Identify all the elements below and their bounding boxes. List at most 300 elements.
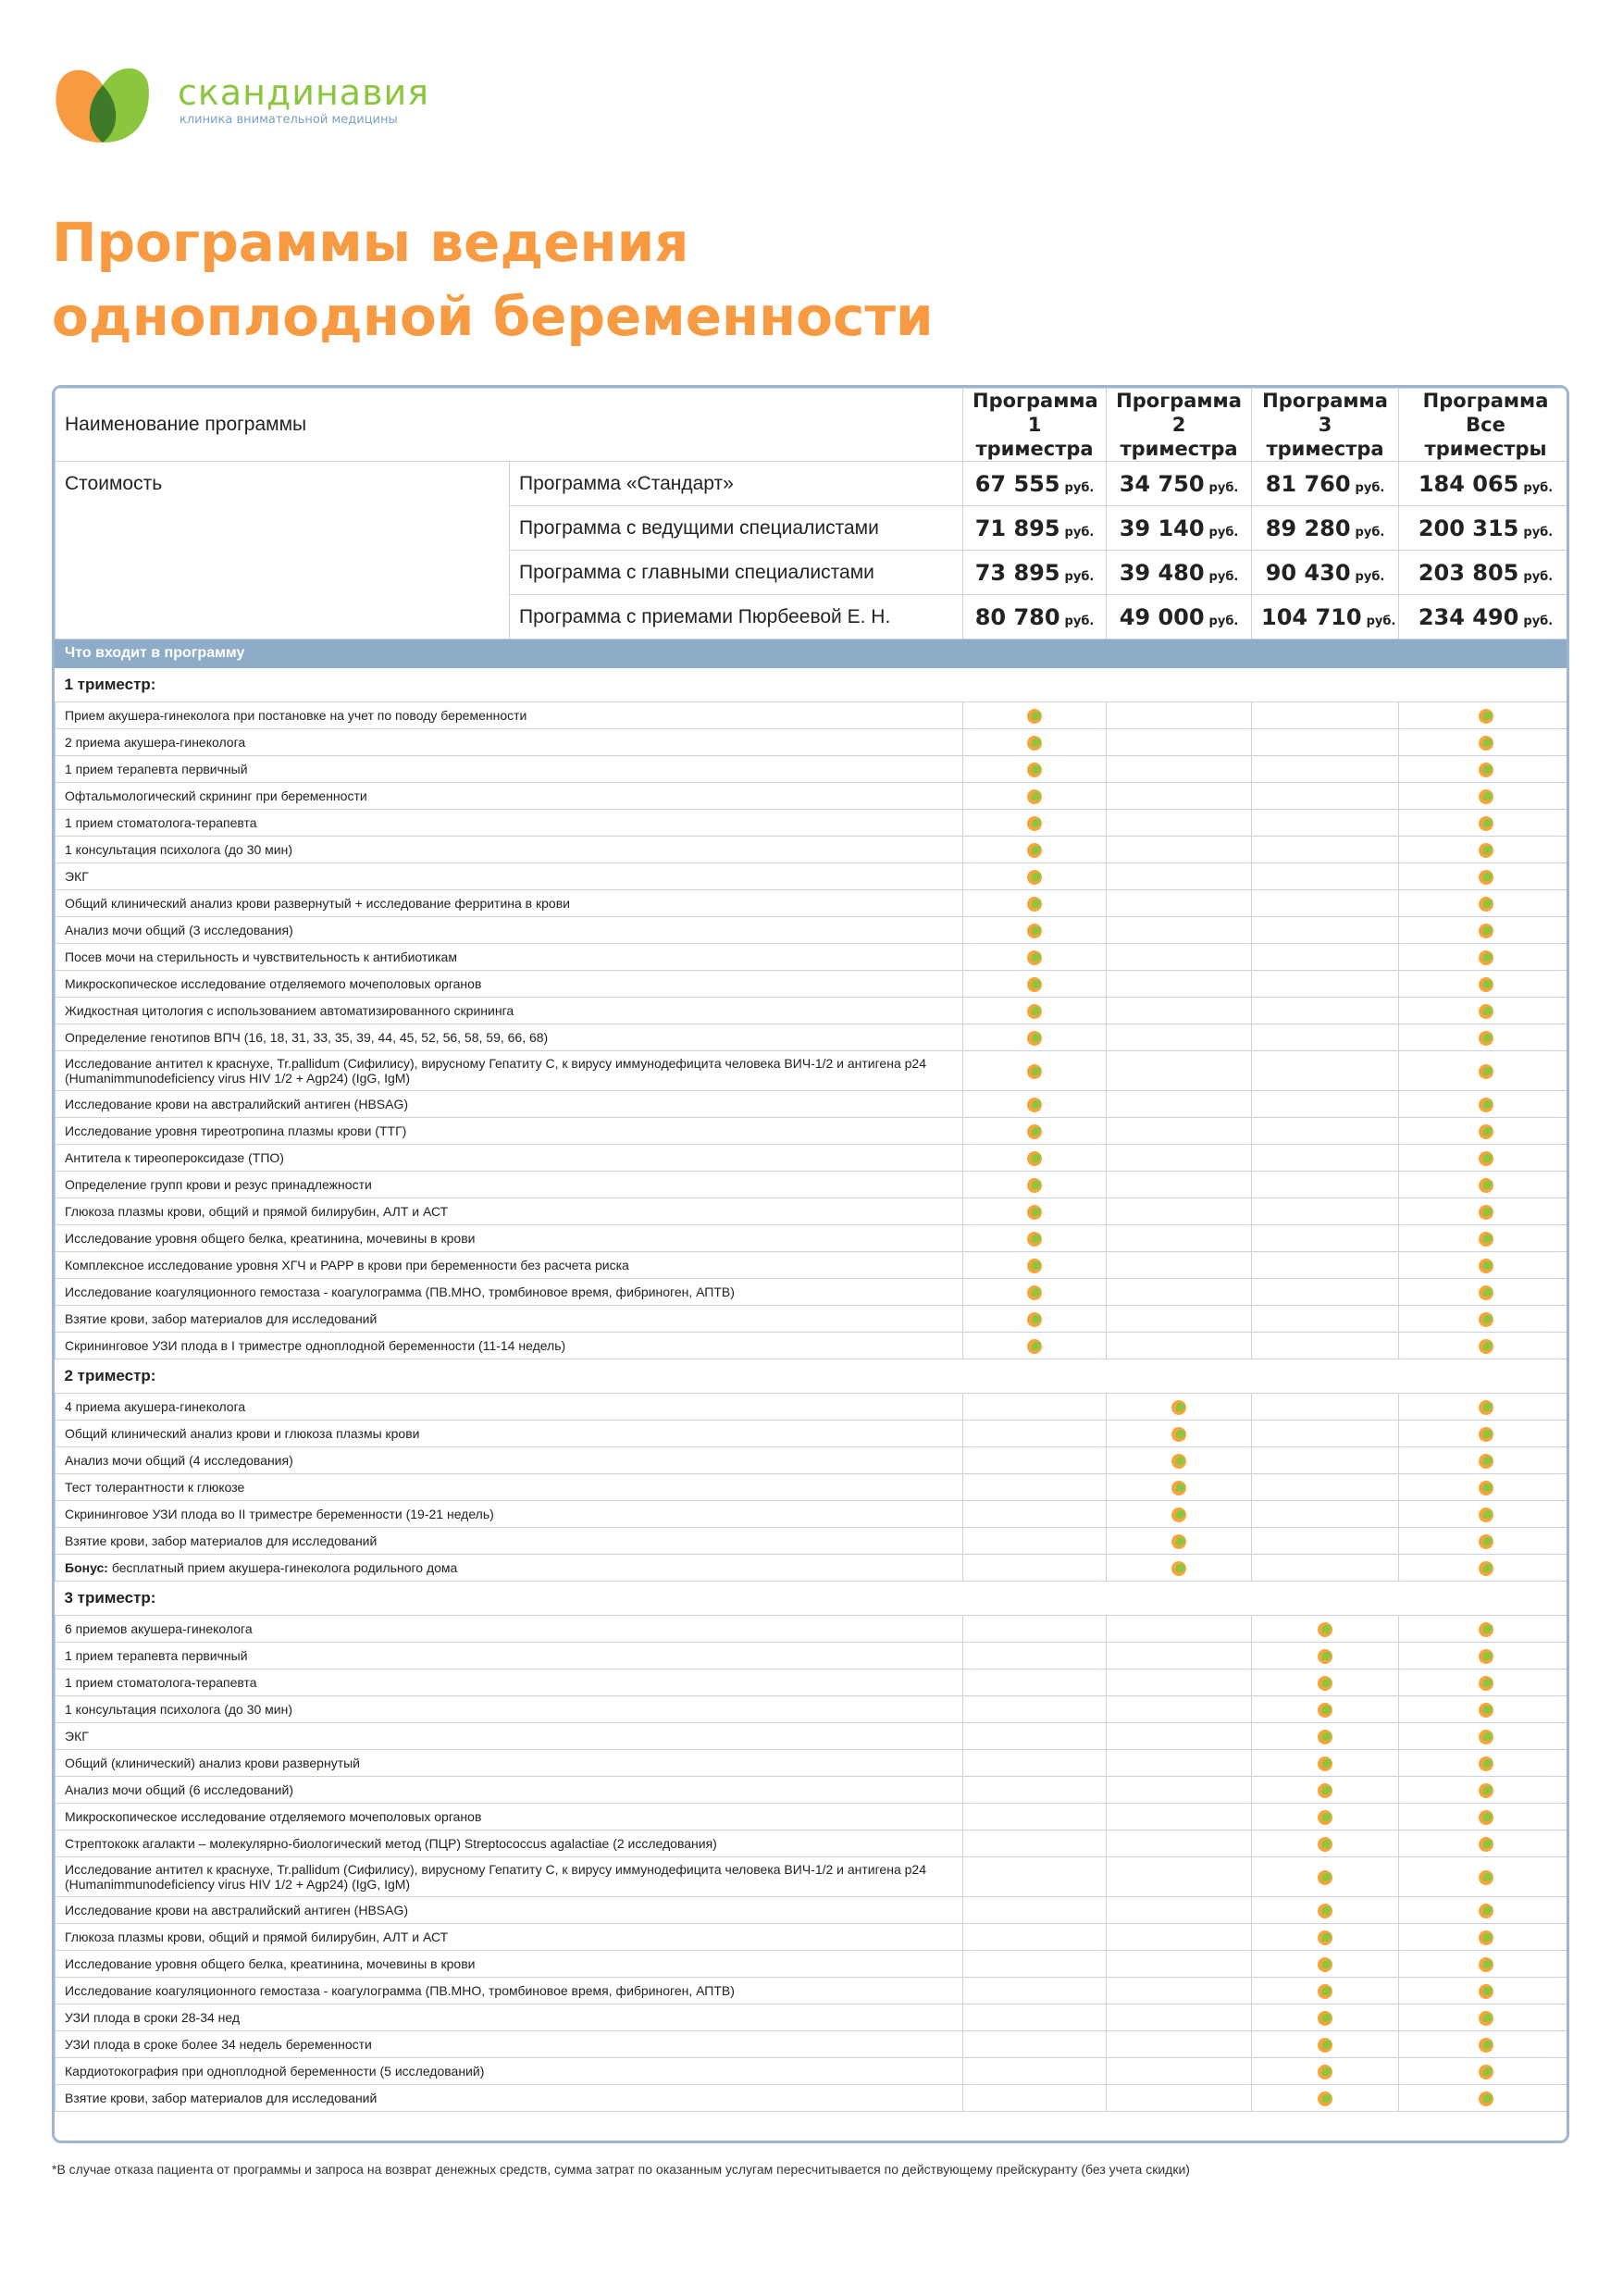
service-row [56, 1024, 1570, 1051]
check-cell [963, 1172, 1107, 1198]
price-cell [963, 462, 1107, 506]
check-dot-icon [1318, 1676, 1332, 1691]
check-cell [1252, 1978, 1399, 2004]
check-cell [1107, 1145, 1252, 1172]
check-dot-icon [1318, 2091, 1332, 2106]
check-cell [963, 1723, 1107, 1750]
check-cell [963, 1669, 1107, 1696]
check-cell [1252, 1528, 1399, 1555]
check-cell [1399, 998, 1569, 1024]
check-dot-icon [1479, 897, 1493, 912]
check-cell [1107, 837, 1252, 863]
check-dot-icon [1318, 2011, 1332, 2026]
check-cell [1399, 1777, 1569, 1804]
service-row [56, 1643, 1570, 1669]
check-cell [1107, 1669, 1252, 1696]
check-dot-icon [1479, 1756, 1493, 1771]
check-dot-icon [1479, 2091, 1493, 2106]
service-row [56, 1831, 1570, 1857]
check-dot-icon [1318, 1783, 1332, 1798]
service-row [56, 1857, 1570, 1897]
check-dot-icon [1479, 1205, 1493, 1220]
check-dot-icon [1027, 1178, 1042, 1193]
check-dot-icon [1027, 870, 1042, 885]
check-cell [1252, 1051, 1399, 1091]
currency-label: руб. [1064, 480, 1095, 495]
service-name: 4 приема акушера-гинеколога [56, 1394, 963, 1421]
check-dot-icon [1479, 816, 1493, 831]
check-cell [963, 1857, 1107, 1897]
currency-label: руб. [1523, 480, 1554, 495]
check-cell [1399, 1924, 1569, 1951]
cost-label: Стоимость [56, 462, 510, 639]
currency-label: руб. [1523, 614, 1554, 628]
price-value: 203 805 [1418, 559, 1519, 586]
check-cell [1399, 1024, 1569, 1051]
check-cell [1107, 1616, 1252, 1643]
service-name: УЗИ плода в сроки 28-34 нед [56, 2004, 963, 2031]
check-cell [963, 1750, 1107, 1777]
check-cell [963, 1118, 1107, 1145]
service-row [56, 1750, 1570, 1777]
check-dot-icon [1479, 1676, 1493, 1691]
service-row [56, 1252, 1570, 1279]
check-cell [963, 998, 1107, 1024]
check-cell [1252, 729, 1399, 756]
check-cell [963, 2058, 1107, 2085]
check-cell [1252, 1750, 1399, 1777]
service-name: Определение генотипов ВПЧ (16, 18, 31, 33, 35, 39, 44, 45, 52, 56, 58, 59, 66, 68) [56, 1024, 963, 1051]
currency-label: руб. [1064, 525, 1095, 540]
check-cell [1399, 1394, 1569, 1421]
check-cell [1399, 890, 1569, 917]
check-dot-icon [1479, 1622, 1493, 1637]
check-cell [1252, 998, 1399, 1024]
check-cell [963, 1978, 1107, 2004]
service-name [56, 1555, 963, 1582]
check-dot-icon [1027, 924, 1042, 938]
check-dot-icon [1479, 2011, 1493, 2026]
check-dot-icon [1318, 1904, 1332, 1918]
check-cell [1107, 1091, 1252, 1118]
check-cell [963, 756, 1107, 783]
check-cell [1107, 1897, 1252, 1924]
service-name: 6 приемов акушера-гинеколога [56, 1616, 963, 1643]
page-title-line1: Программы ведения [52, 211, 689, 274]
check-dot-icon [1479, 1810, 1493, 1825]
check-dot-icon [1479, 1561, 1493, 1576]
service-row [56, 917, 1570, 944]
price-value: 200 315 [1418, 515, 1519, 541]
check-cell [963, 1024, 1107, 1051]
check-cell [1252, 1616, 1399, 1643]
price-value: 67 555 [974, 470, 1060, 497]
check-cell [963, 2031, 1107, 2058]
check-cell [963, 810, 1107, 837]
column-header-3: Программа 3 триместра [1252, 389, 1399, 462]
check-cell [1399, 863, 1569, 890]
check-dot-icon [1479, 1178, 1493, 1193]
check-cell [1107, 1306, 1252, 1333]
check-dot-icon [1479, 1703, 1493, 1718]
price-cell [1107, 506, 1252, 551]
service-name: Взятие крови, забор материалов для исследований [56, 2085, 963, 2112]
check-dot-icon [1318, 1810, 1332, 1825]
check-cell [1107, 1198, 1252, 1225]
check-cell [1252, 1669, 1399, 1696]
service-row [56, 702, 1570, 729]
check-cell [1252, 1777, 1399, 1804]
service-name: Взятие крови, забор материалов для исследований [56, 1528, 963, 1555]
service-name: Тест толерантности к глюкозе [56, 1474, 963, 1501]
check-cell [963, 1252, 1107, 1279]
check-cell [1107, 971, 1252, 998]
check-cell [1252, 1696, 1399, 1723]
check-dot-icon [1027, 816, 1042, 831]
column-header-1: Программа 1 триместра [963, 389, 1107, 462]
price-row-label: Программа с ведущими специалистами [510, 506, 963, 551]
service-name: Общий клинический анализ крови развернутый + исследование ферритина в крови [56, 890, 963, 917]
check-dot-icon [1479, 870, 1493, 885]
price-cell [1399, 462, 1569, 506]
check-cell [963, 1333, 1107, 1359]
check-cell [1252, 1897, 1399, 1924]
service-row [56, 971, 1570, 998]
check-dot-icon [1479, 1508, 1493, 1522]
price-row-label: Программа с главными специалистами [510, 551, 963, 595]
price-cell [1107, 462, 1252, 506]
check-cell [1399, 1528, 1569, 1555]
check-cell [1107, 2058, 1252, 2085]
service-row [56, 1723, 1570, 1750]
check-dot-icon [1479, 1400, 1493, 1415]
currency-label: руб. [1523, 525, 1554, 540]
price-value: 49 000 [1119, 603, 1205, 630]
check-dot-icon [1479, 2065, 1493, 2079]
service-name: Жидкостная цитология с использованием автоматизированного скрининга [56, 998, 963, 1024]
price-value: 80 780 [974, 603, 1060, 630]
price-cell [1399, 551, 1569, 595]
check-cell [1399, 1279, 1569, 1306]
service-row [56, 1924, 1570, 1951]
service-row [56, 1897, 1570, 1924]
check-cell [963, 890, 1107, 917]
service-name: 1 прием стоматолога-терапевта [56, 810, 963, 837]
currency-label: руб. [1064, 569, 1095, 584]
check-cell [1107, 890, 1252, 917]
check-dot-icon [1479, 1904, 1493, 1918]
check-cell [1107, 2085, 1252, 2112]
check-cell [1252, 783, 1399, 810]
check-cell [1107, 1333, 1252, 1359]
service-row [56, 1051, 1570, 1091]
check-dot-icon [1318, 1703, 1332, 1718]
check-dot-icon [1479, 1427, 1493, 1442]
currency-label: руб. [1064, 614, 1095, 628]
check-cell [963, 1528, 1107, 1555]
check-dot-icon [1479, 1730, 1493, 1744]
check-dot-icon [1479, 1339, 1493, 1354]
check-cell [1107, 1723, 1252, 1750]
service-name: Взятие крови, забор материалов для исследований [56, 1306, 963, 1333]
check-cell [963, 1804, 1107, 1831]
service-name: Прием акушера-гинеколога при постановке на учет по поводу беременности [56, 702, 963, 729]
brand-name: скандинавия [178, 72, 430, 113]
service-row [56, 2085, 1570, 2112]
trimester-title: 1 триместр: [56, 668, 1570, 702]
check-dot-icon [1479, 1984, 1493, 1999]
check-cell [1107, 1051, 1252, 1091]
price-row [56, 462, 1570, 506]
price-value: 71 895 [974, 515, 1060, 541]
service-row [56, 1145, 1570, 1172]
check-dot-icon [1318, 1649, 1332, 1664]
check-dot-icon [1027, 1031, 1042, 1046]
check-cell [1399, 837, 1569, 863]
check-dot-icon [1479, 1481, 1493, 1496]
check-cell [1399, 971, 1569, 998]
check-dot-icon [1479, 950, 1493, 965]
check-cell [1252, 1831, 1399, 1857]
service-name: Комплексное исследование уровня ХГЧ и PAPP в крови при беременности без расчета риска [56, 1252, 963, 1279]
check-dot-icon [1171, 1481, 1186, 1496]
check-dot-icon [1318, 1870, 1332, 1885]
check-cell [1399, 702, 1569, 729]
service-name: Микроскопическое исследование отделяемого мочеполовых органов [56, 971, 963, 998]
service-row [56, 1225, 1570, 1252]
service-name: Анализ мочи общий (4 исследования) [56, 1447, 963, 1474]
trimester-section-row [56, 1359, 1570, 1394]
check-cell [1399, 917, 1569, 944]
check-dot-icon [1479, 763, 1493, 777]
currency-label: руб. [1355, 480, 1385, 495]
check-cell [1399, 1831, 1569, 1857]
check-cell [1399, 1252, 1569, 1279]
check-dot-icon [1027, 977, 1042, 992]
check-cell [1399, 1306, 1569, 1333]
check-cell [1252, 1447, 1399, 1474]
check-cell [963, 2085, 1107, 2112]
service-name: Скрининговое УЗИ плода в I триместре одноплодной беременности (11-14 недель) [56, 1333, 963, 1359]
check-cell [963, 1051, 1107, 1091]
check-dot-icon [1479, 924, 1493, 938]
check-dot-icon [1171, 1508, 1186, 1522]
check-dot-icon [1318, 2038, 1332, 2053]
check-cell [1107, 1118, 1252, 1145]
currency-label: руб. [1366, 614, 1396, 628]
page-title-line2: одноплодной беременности [52, 285, 934, 348]
check-dot-icon [1479, 1534, 1493, 1549]
service-name: 1 прием терапевта первичный [56, 756, 963, 783]
check-cell [1107, 1225, 1252, 1252]
check-cell [1399, 2031, 1569, 2058]
check-cell [1107, 1447, 1252, 1474]
check-cell [1107, 1172, 1252, 1198]
check-cell [1252, 1643, 1399, 1669]
column-header-2: Программа 2 триместра [1107, 389, 1252, 462]
check-dot-icon [1479, 1259, 1493, 1273]
service-row [56, 1669, 1570, 1696]
trimester-section-row [56, 1582, 1570, 1616]
price-value: 39 140 [1119, 515, 1205, 541]
price-cell [1107, 595, 1252, 639]
check-dot-icon [1479, 1649, 1493, 1664]
check-cell [1252, 1024, 1399, 1051]
check-cell [1399, 1172, 1569, 1198]
check-cell [1399, 1225, 1569, 1252]
check-cell [963, 1306, 1107, 1333]
check-cell [963, 1696, 1107, 1723]
check-cell [1252, 2085, 1399, 2112]
check-cell [1399, 1951, 1569, 1978]
check-cell [1107, 2004, 1252, 2031]
includes-band [56, 639, 1570, 668]
check-dot-icon [1027, 1259, 1042, 1273]
check-dot-icon [1479, 977, 1493, 992]
check-dot-icon [1479, 1783, 1493, 1798]
check-dot-icon [1318, 2065, 1332, 2079]
service-name: Анализ мочи общий (6 исследований) [56, 1777, 963, 1804]
check-cell [963, 2004, 1107, 2031]
check-cell [1399, 1804, 1569, 1831]
check-dot-icon [1318, 1957, 1332, 1972]
service-row [56, 1777, 1570, 1804]
check-dot-icon [1027, 1151, 1042, 1166]
check-cell [1107, 1951, 1252, 1978]
check-cell [1107, 729, 1252, 756]
price-row-label: Программа «Стандарт» [510, 462, 963, 506]
service-row [56, 1172, 1570, 1198]
check-dot-icon [1027, 1339, 1042, 1354]
check-cell [1399, 1857, 1569, 1897]
service-name: 2 приема акушера-гинеколога [56, 729, 963, 756]
check-cell [1107, 2031, 1252, 2058]
service-name: Анализ мочи общий (3 исследования) [56, 917, 963, 944]
check-dot-icon [1027, 1098, 1042, 1112]
check-cell [1252, 1198, 1399, 1225]
service-row [56, 837, 1570, 863]
check-cell [963, 971, 1107, 998]
service-row [56, 863, 1570, 890]
check-cell [1399, 944, 1569, 971]
service-row [56, 1555, 1570, 1582]
check-dot-icon [1318, 1730, 1332, 1744]
check-cell [1399, 2004, 1569, 2031]
check-cell [1107, 783, 1252, 810]
check-cell [1107, 944, 1252, 971]
service-name: Исследование уровня общего белка, креатинина, мочевины в крови [56, 1225, 963, 1252]
check-cell [1252, 1333, 1399, 1359]
check-cell [963, 1421, 1107, 1447]
check-cell [1252, 1252, 1399, 1279]
table-header-row [56, 389, 1570, 462]
check-cell [963, 783, 1107, 810]
check-cell [963, 1555, 1107, 1582]
check-dot-icon [1318, 1622, 1332, 1637]
service-name: УЗИ плода в сроке более 34 недель беременности [56, 2031, 963, 2058]
check-cell [1252, 2004, 1399, 2031]
check-cell [1107, 1831, 1252, 1857]
check-dot-icon [1479, 1454, 1493, 1469]
check-cell [1252, 702, 1399, 729]
check-cell [1252, 890, 1399, 917]
check-cell [1399, 2085, 1569, 2112]
check-cell [1107, 1750, 1252, 1777]
service-row [56, 1394, 1570, 1421]
check-cell [963, 1924, 1107, 1951]
check-dot-icon [1027, 736, 1042, 751]
check-cell [1399, 1421, 1569, 1447]
check-cell [963, 917, 1107, 944]
check-dot-icon [1027, 950, 1042, 965]
check-cell [1399, 1118, 1569, 1145]
check-cell [1399, 1669, 1569, 1696]
service-row [56, 1474, 1570, 1501]
check-cell [1252, 863, 1399, 890]
check-cell [963, 702, 1107, 729]
check-cell [1107, 1528, 1252, 1555]
check-cell [1107, 1643, 1252, 1669]
check-cell [1107, 1696, 1252, 1723]
price-value: 104 710 [1261, 603, 1362, 630]
check-cell [963, 1501, 1107, 1528]
service-row [56, 729, 1570, 756]
check-cell [1252, 1723, 1399, 1750]
check-cell [1252, 1118, 1399, 1145]
check-dot-icon [1479, 1098, 1493, 1112]
service-row [56, 1978, 1570, 2004]
check-cell [1252, 1501, 1399, 1528]
check-dot-icon [1171, 1534, 1186, 1549]
check-cell [1107, 1555, 1252, 1582]
check-cell [1252, 1394, 1399, 1421]
check-cell [963, 1831, 1107, 1857]
check-cell [1107, 863, 1252, 890]
price-value: 234 490 [1418, 603, 1519, 630]
service-name: Офтальмологический скрининг при беременности [56, 783, 963, 810]
check-cell [1107, 1394, 1252, 1421]
price-value: 34 750 [1119, 470, 1205, 497]
service-row [56, 1528, 1570, 1555]
check-dot-icon [1479, 1957, 1493, 1972]
service-name: Посев мочи на стерильность и чувствительность к антибиотикам [56, 944, 963, 971]
check-dot-icon [1479, 1870, 1493, 1885]
service-row [56, 1091, 1570, 1118]
programs-table-frame [52, 385, 1569, 2143]
check-cell [1107, 1421, 1252, 1447]
service-name: Кардиотокография при одноплодной беременности (5 исследований) [56, 2058, 963, 2085]
check-cell [1399, 2058, 1569, 2085]
trimester-title: 3 триместр: [56, 1582, 1570, 1616]
price-cell [1252, 462, 1399, 506]
bonus-text: бесплатный прием акушера-гинеколога родильного дома [107, 1560, 458, 1575]
price-row-label: Программа с приемами Пюрбеевой Е. Н. [510, 595, 963, 639]
check-dot-icon [1027, 709, 1042, 724]
check-dot-icon [1318, 1984, 1332, 1999]
check-cell [1252, 1555, 1399, 1582]
price-value: 184 065 [1418, 470, 1519, 497]
check-cell [963, 1447, 1107, 1474]
price-cell [1399, 506, 1569, 551]
check-dot-icon [1318, 1837, 1332, 1852]
currency-label: руб. [1355, 569, 1385, 584]
check-dot-icon [1479, 789, 1493, 804]
price-value: 89 280 [1265, 515, 1351, 541]
check-cell [1399, 1501, 1569, 1528]
service-name: Исследование коагуляционного гемостаза - коагулограмма (ПВ.МНО, тромбиновое время, фибриноген, АПТВ) [56, 1279, 963, 1306]
price-cell [1107, 551, 1252, 595]
check-cell [1252, 1951, 1399, 1978]
